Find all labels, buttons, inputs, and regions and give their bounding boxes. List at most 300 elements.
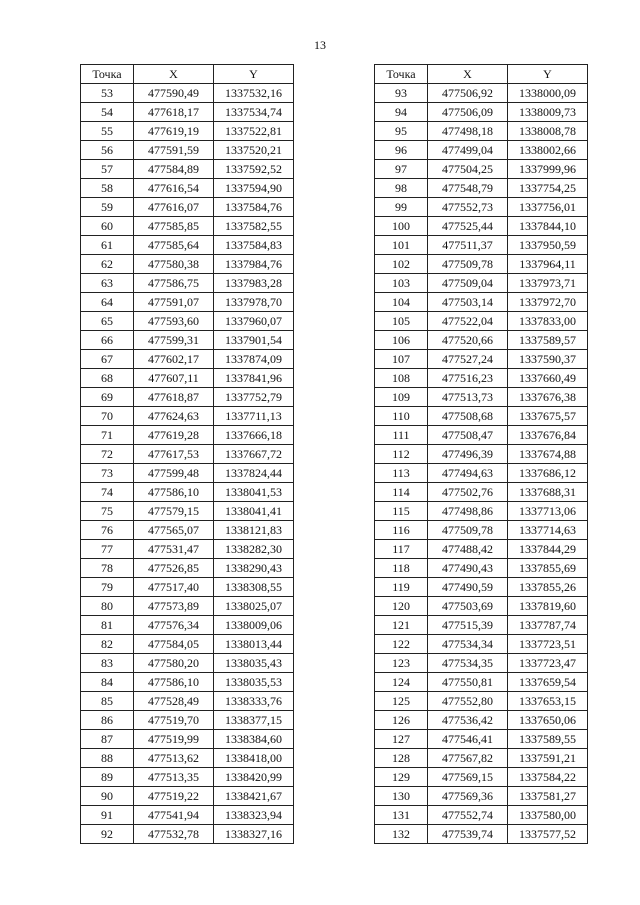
header-x: X — [428, 65, 508, 84]
x-coordinate-cell: 477516,23 — [428, 369, 508, 388]
y-coordinate-cell: 1337984,76 — [214, 255, 294, 274]
table-row — [375, 445, 588, 464]
table-row — [81, 369, 294, 388]
point-number-cell: 106 — [375, 331, 428, 350]
table-row — [81, 559, 294, 578]
y-coordinate-cell: 1337650,06 — [508, 711, 588, 730]
point-number-cell: 94 — [375, 103, 428, 122]
point-number-cell: 117 — [375, 540, 428, 559]
point-number-cell: 126 — [375, 711, 428, 730]
table-row — [81, 787, 294, 806]
header-y: Y — [214, 65, 294, 84]
table-row — [81, 331, 294, 350]
table-row — [375, 293, 588, 312]
point-number-cell: 132 — [375, 825, 428, 844]
point-number-cell: 61 — [81, 236, 134, 255]
table-header-row — [375, 65, 588, 84]
point-number-cell: 108 — [375, 369, 428, 388]
x-coordinate-cell: 477619,28 — [134, 426, 214, 445]
x-coordinate-cell: 477490,43 — [428, 559, 508, 578]
x-coordinate-cell: 477526,85 — [134, 559, 214, 578]
point-number-cell: 60 — [81, 217, 134, 236]
point-number-cell: 79 — [81, 578, 134, 597]
point-number-cell: 80 — [81, 597, 134, 616]
point-number-cell: 92 — [81, 825, 134, 844]
x-coordinate-cell: 477576,34 — [134, 616, 214, 635]
y-coordinate-cell: 1337532,16 — [214, 84, 294, 103]
x-coordinate-cell: 477528,49 — [134, 692, 214, 711]
x-coordinate-cell: 477508,47 — [428, 426, 508, 445]
y-coordinate-cell: 1338290,43 — [214, 559, 294, 578]
table-row — [375, 635, 588, 654]
y-coordinate-cell: 1337713,06 — [508, 502, 588, 521]
y-coordinate-cell: 1338013,44 — [214, 635, 294, 654]
table-row — [375, 692, 588, 711]
y-coordinate-cell: 1338000,09 — [508, 84, 588, 103]
y-coordinate-cell: 1337591,21 — [508, 749, 588, 768]
x-coordinate-cell: 477585,85 — [134, 217, 214, 236]
point-number-cell: 114 — [375, 483, 428, 502]
point-number-cell: 89 — [81, 768, 134, 787]
y-coordinate-cell: 1337844,10 — [508, 217, 588, 236]
y-coordinate-cell: 1338421,67 — [214, 787, 294, 806]
x-coordinate-cell: 477488,42 — [428, 540, 508, 559]
x-coordinate-cell: 477585,64 — [134, 236, 214, 255]
point-number-cell: 116 — [375, 521, 428, 540]
point-number-cell: 54 — [81, 103, 134, 122]
table-row — [375, 255, 588, 274]
x-coordinate-cell: 477506,09 — [428, 103, 508, 122]
point-number-cell: 62 — [81, 255, 134, 274]
table-row — [81, 198, 294, 217]
x-coordinate-cell: 477590,49 — [134, 84, 214, 103]
x-coordinate-cell: 477539,74 — [428, 825, 508, 844]
table-row — [375, 236, 588, 255]
point-number-cell: 78 — [81, 559, 134, 578]
table-row — [375, 578, 588, 597]
y-coordinate-cell: 1337964,11 — [508, 255, 588, 274]
table-row — [375, 103, 588, 122]
x-coordinate-cell: 477499,04 — [428, 141, 508, 160]
y-coordinate-cell: 1337754,25 — [508, 179, 588, 198]
y-coordinate-cell: 1338009,06 — [214, 616, 294, 635]
x-coordinate-cell: 477567,82 — [428, 749, 508, 768]
header-x: X — [134, 65, 214, 84]
point-number-cell: 107 — [375, 350, 428, 369]
y-coordinate-cell: 1337584,22 — [508, 768, 588, 787]
point-number-cell: 58 — [81, 179, 134, 198]
y-coordinate-cell: 1337688,31 — [508, 483, 588, 502]
point-number-cell: 128 — [375, 749, 428, 768]
point-number-cell: 83 — [81, 654, 134, 673]
x-coordinate-cell: 477573,89 — [134, 597, 214, 616]
x-coordinate-cell: 477508,68 — [428, 407, 508, 426]
table-row — [81, 217, 294, 236]
x-coordinate-cell: 477593,60 — [134, 312, 214, 331]
y-coordinate-cell: 1337756,01 — [508, 198, 588, 217]
x-coordinate-cell: 477586,10 — [134, 673, 214, 692]
x-coordinate-cell: 477503,69 — [428, 597, 508, 616]
y-coordinate-cell: 1338041,41 — [214, 502, 294, 521]
y-coordinate-cell: 1338041,53 — [214, 483, 294, 502]
table-row — [81, 521, 294, 540]
y-coordinate-cell: 1337534,74 — [214, 103, 294, 122]
y-coordinate-cell: 1337819,60 — [508, 597, 588, 616]
table-row — [375, 616, 588, 635]
table-row — [81, 502, 294, 521]
point-number-cell: 91 — [81, 806, 134, 825]
y-coordinate-cell: 1337973,71 — [508, 274, 588, 293]
x-coordinate-cell: 477616,07 — [134, 198, 214, 217]
table-row — [375, 711, 588, 730]
x-coordinate-cell: 477509,78 — [428, 255, 508, 274]
x-coordinate-cell: 477579,15 — [134, 502, 214, 521]
x-coordinate-cell: 477550,81 — [428, 673, 508, 692]
table-row — [81, 654, 294, 673]
table-row — [375, 84, 588, 103]
table-row — [375, 217, 588, 236]
y-coordinate-cell: 1337520,21 — [214, 141, 294, 160]
y-coordinate-cell: 1337589,55 — [508, 730, 588, 749]
point-number-cell: 127 — [375, 730, 428, 749]
table-row — [375, 806, 588, 825]
x-coordinate-cell: 477498,18 — [428, 122, 508, 141]
table-row — [375, 825, 588, 844]
x-coordinate-cell: 477502,76 — [428, 483, 508, 502]
x-coordinate-cell: 477552,80 — [428, 692, 508, 711]
x-coordinate-cell: 477513,35 — [134, 768, 214, 787]
x-coordinate-cell: 477602,17 — [134, 350, 214, 369]
point-number-cell: 105 — [375, 312, 428, 331]
x-coordinate-cell: 477586,10 — [134, 483, 214, 502]
y-coordinate-cell: 1337522,81 — [214, 122, 294, 141]
point-number-cell: 120 — [375, 597, 428, 616]
x-coordinate-cell: 477519,22 — [134, 787, 214, 806]
table-row — [81, 312, 294, 331]
y-coordinate-cell: 1337714,63 — [508, 521, 588, 540]
point-number-cell: 113 — [375, 464, 428, 483]
point-number-cell: 125 — [375, 692, 428, 711]
x-coordinate-cell: 477515,39 — [428, 616, 508, 635]
y-coordinate-cell: 1338035,43 — [214, 654, 294, 673]
table-row — [375, 122, 588, 141]
y-coordinate-cell: 1337676,84 — [508, 426, 588, 445]
point-number-cell: 75 — [81, 502, 134, 521]
x-coordinate-cell: 477511,37 — [428, 236, 508, 255]
table-row — [375, 654, 588, 673]
point-number-cell: 65 — [81, 312, 134, 331]
point-number-cell: 66 — [81, 331, 134, 350]
table-row — [375, 160, 588, 179]
point-number-cell: 85 — [81, 692, 134, 711]
x-coordinate-cell: 477552,73 — [428, 198, 508, 217]
y-coordinate-cell: 1338333,76 — [214, 692, 294, 711]
point-number-cell: 119 — [375, 578, 428, 597]
point-number-cell: 72 — [81, 445, 134, 464]
point-number-cell: 69 — [81, 388, 134, 407]
x-coordinate-cell: 477624,63 — [134, 407, 214, 426]
y-coordinate-cell: 1337592,52 — [214, 160, 294, 179]
table-row — [375, 141, 588, 160]
point-number-cell: 68 — [81, 369, 134, 388]
table-row — [81, 255, 294, 274]
y-coordinate-cell: 1337833,00 — [508, 312, 588, 331]
point-number-cell: 115 — [375, 502, 428, 521]
y-coordinate-cell: 1337675,57 — [508, 407, 588, 426]
x-coordinate-cell: 477503,14 — [428, 293, 508, 312]
table-row — [375, 673, 588, 692]
point-number-cell: 77 — [81, 540, 134, 559]
table-row — [81, 483, 294, 502]
point-number-cell: 112 — [375, 445, 428, 464]
y-coordinate-cell: 1337674,88 — [508, 445, 588, 464]
x-coordinate-cell: 477531,47 — [134, 540, 214, 559]
point-number-cell: 130 — [375, 787, 428, 806]
point-number-cell: 57 — [81, 160, 134, 179]
x-coordinate-cell: 477496,39 — [428, 445, 508, 464]
x-coordinate-cell: 477534,34 — [428, 635, 508, 654]
point-number-cell: 103 — [375, 274, 428, 293]
table-row — [81, 103, 294, 122]
y-coordinate-cell: 1338035,53 — [214, 673, 294, 692]
point-number-cell: 53 — [81, 84, 134, 103]
table-row — [81, 122, 294, 141]
y-coordinate-cell: 1337752,79 — [214, 388, 294, 407]
table-row — [81, 825, 294, 844]
page-number: 13 — [314, 38, 326, 52]
x-coordinate-cell: 477520,66 — [428, 331, 508, 350]
point-number-cell: 95 — [375, 122, 428, 141]
table-row — [375, 559, 588, 578]
y-coordinate-cell: 1337950,59 — [508, 236, 588, 255]
y-coordinate-cell: 1338009,73 — [508, 103, 588, 122]
table-row — [81, 426, 294, 445]
point-number-cell: 55 — [81, 122, 134, 141]
y-coordinate-cell: 1338121,83 — [214, 521, 294, 540]
table-row — [81, 407, 294, 426]
y-coordinate-cell: 1337660,49 — [508, 369, 588, 388]
table-row — [375, 274, 588, 293]
point-number-cell: 82 — [81, 635, 134, 654]
y-coordinate-cell: 1337983,28 — [214, 274, 294, 293]
point-number-cell: 88 — [81, 749, 134, 768]
y-coordinate-cell: 1337841,96 — [214, 369, 294, 388]
x-coordinate-cell: 477513,73 — [428, 388, 508, 407]
table-row — [81, 540, 294, 559]
x-coordinate-cell: 477586,75 — [134, 274, 214, 293]
y-coordinate-cell: 1337723,51 — [508, 635, 588, 654]
table-row — [375, 540, 588, 559]
y-coordinate-cell: 1338308,55 — [214, 578, 294, 597]
point-number-cell: 110 — [375, 407, 428, 426]
point-number-cell: 101 — [375, 236, 428, 255]
y-coordinate-cell: 1337659,54 — [508, 673, 588, 692]
x-coordinate-cell: 477536,42 — [428, 711, 508, 730]
table-row — [81, 768, 294, 787]
point-number-cell: 76 — [81, 521, 134, 540]
table-row — [81, 692, 294, 711]
point-number-cell: 71 — [81, 426, 134, 445]
y-coordinate-cell: 1338384,60 — [214, 730, 294, 749]
y-coordinate-cell: 1337580,00 — [508, 806, 588, 825]
y-coordinate-cell: 1338008,78 — [508, 122, 588, 141]
y-coordinate-cell: 1337855,26 — [508, 578, 588, 597]
x-coordinate-cell: 477509,78 — [428, 521, 508, 540]
point-number-cell: 96 — [375, 141, 428, 160]
point-number-cell: 70 — [81, 407, 134, 426]
point-number-cell: 99 — [375, 198, 428, 217]
header-y: Y — [508, 65, 588, 84]
y-coordinate-cell: 1337824,44 — [214, 464, 294, 483]
x-coordinate-cell: 477618,17 — [134, 103, 214, 122]
coordinates-table-right — [374, 64, 588, 844]
point-number-cell: 59 — [81, 198, 134, 217]
x-coordinate-cell: 477519,70 — [134, 711, 214, 730]
y-coordinate-cell: 1338323,94 — [214, 806, 294, 825]
point-number-cell: 109 — [375, 388, 428, 407]
x-coordinate-cell: 477591,07 — [134, 293, 214, 312]
x-coordinate-cell: 477490,59 — [428, 578, 508, 597]
coordinates-table-left — [80, 64, 294, 844]
point-number-cell: 111 — [375, 426, 428, 445]
y-coordinate-cell: 1337844,29 — [508, 540, 588, 559]
point-number-cell: 121 — [375, 616, 428, 635]
x-coordinate-cell: 477504,25 — [428, 160, 508, 179]
table-row — [81, 350, 294, 369]
y-coordinate-cell: 1337999,96 — [508, 160, 588, 179]
x-coordinate-cell: 477565,07 — [134, 521, 214, 540]
table-row — [375, 312, 588, 331]
point-number-cell: 129 — [375, 768, 428, 787]
y-coordinate-cell: 1337582,55 — [214, 217, 294, 236]
y-coordinate-cell: 1337581,27 — [508, 787, 588, 806]
y-coordinate-cell: 1337960,07 — [214, 312, 294, 331]
x-coordinate-cell: 477546,41 — [428, 730, 508, 749]
y-coordinate-cell: 1338377,15 — [214, 711, 294, 730]
y-coordinate-cell: 1338002,66 — [508, 141, 588, 160]
point-number-cell: 87 — [81, 730, 134, 749]
point-number-cell: 131 — [375, 806, 428, 825]
y-coordinate-cell: 1337972,70 — [508, 293, 588, 312]
point-number-cell: 86 — [81, 711, 134, 730]
x-coordinate-cell: 477607,11 — [134, 369, 214, 388]
point-number-cell: 124 — [375, 673, 428, 692]
header-point: Точка — [375, 65, 428, 84]
x-coordinate-cell: 477513,62 — [134, 749, 214, 768]
x-coordinate-cell: 477509,04 — [428, 274, 508, 293]
point-number-cell: 73 — [81, 464, 134, 483]
point-number-cell: 63 — [81, 274, 134, 293]
table-row — [81, 730, 294, 749]
table-row — [375, 426, 588, 445]
table-row — [81, 597, 294, 616]
table-row — [375, 179, 588, 198]
y-coordinate-cell: 1337855,69 — [508, 559, 588, 578]
y-coordinate-cell: 1338418,00 — [214, 749, 294, 768]
x-coordinate-cell: 477619,19 — [134, 122, 214, 141]
y-coordinate-cell: 1337978,70 — [214, 293, 294, 312]
y-coordinate-cell: 1337590,37 — [508, 350, 588, 369]
table-row — [375, 730, 588, 749]
x-coordinate-cell: 477599,31 — [134, 331, 214, 350]
table-row — [375, 331, 588, 350]
table-row — [375, 521, 588, 540]
point-number-cell: 102 — [375, 255, 428, 274]
y-coordinate-cell: 1338025,07 — [214, 597, 294, 616]
x-coordinate-cell: 477525,44 — [428, 217, 508, 236]
table-row — [375, 597, 588, 616]
point-number-cell: 90 — [81, 787, 134, 806]
x-coordinate-cell: 477599,48 — [134, 464, 214, 483]
table-row — [81, 84, 294, 103]
x-coordinate-cell: 477617,53 — [134, 445, 214, 464]
table-row — [81, 578, 294, 597]
point-number-cell: 93 — [375, 84, 428, 103]
y-coordinate-cell: 1338327,16 — [214, 825, 294, 844]
table-header-row — [81, 65, 294, 84]
x-coordinate-cell: 477541,94 — [134, 806, 214, 825]
x-coordinate-cell: 477519,99 — [134, 730, 214, 749]
table-row — [375, 768, 588, 787]
point-number-cell: 97 — [375, 160, 428, 179]
table-row — [81, 141, 294, 160]
x-coordinate-cell: 477527,24 — [428, 350, 508, 369]
header-point: Точка — [81, 65, 134, 84]
y-coordinate-cell: 1337711,13 — [214, 407, 294, 426]
table-row — [375, 464, 588, 483]
y-coordinate-cell: 1338420,99 — [214, 768, 294, 787]
point-number-cell: 98 — [375, 179, 428, 198]
y-coordinate-cell: 1337676,38 — [508, 388, 588, 407]
point-number-cell: 84 — [81, 673, 134, 692]
y-coordinate-cell: 1337874,09 — [214, 350, 294, 369]
y-coordinate-cell: 1337666,18 — [214, 426, 294, 445]
table-row — [375, 369, 588, 388]
y-coordinate-cell: 1337584,76 — [214, 198, 294, 217]
point-number-cell: 64 — [81, 293, 134, 312]
point-number-cell: 81 — [81, 616, 134, 635]
x-coordinate-cell: 477506,92 — [428, 84, 508, 103]
x-coordinate-cell: 477569,15 — [428, 768, 508, 787]
table-row — [375, 502, 588, 521]
y-coordinate-cell: 1337584,83 — [214, 236, 294, 255]
table-row — [81, 464, 294, 483]
x-coordinate-cell: 477580,20 — [134, 654, 214, 673]
table-row — [81, 179, 294, 198]
y-coordinate-cell: 1337667,72 — [214, 445, 294, 464]
y-coordinate-cell: 1337723,47 — [508, 654, 588, 673]
y-coordinate-cell: 1337787,74 — [508, 616, 588, 635]
x-coordinate-cell: 477580,38 — [134, 255, 214, 274]
table-row — [375, 787, 588, 806]
y-coordinate-cell: 1337686,12 — [508, 464, 588, 483]
y-coordinate-cell: 1337577,52 — [508, 825, 588, 844]
point-number-cell: 123 — [375, 654, 428, 673]
table-row — [81, 635, 294, 654]
x-coordinate-cell: 477584,05 — [134, 635, 214, 654]
x-coordinate-cell: 477498,86 — [428, 502, 508, 521]
x-coordinate-cell: 477569,36 — [428, 787, 508, 806]
table-row — [81, 749, 294, 768]
point-number-cell: 100 — [375, 217, 428, 236]
x-coordinate-cell: 477494,63 — [428, 464, 508, 483]
table-row — [81, 673, 294, 692]
table-row — [81, 616, 294, 635]
y-coordinate-cell: 1338282,30 — [214, 540, 294, 559]
y-coordinate-cell: 1337901,54 — [214, 331, 294, 350]
y-coordinate-cell: 1337589,57 — [508, 331, 588, 350]
table-row — [375, 198, 588, 217]
